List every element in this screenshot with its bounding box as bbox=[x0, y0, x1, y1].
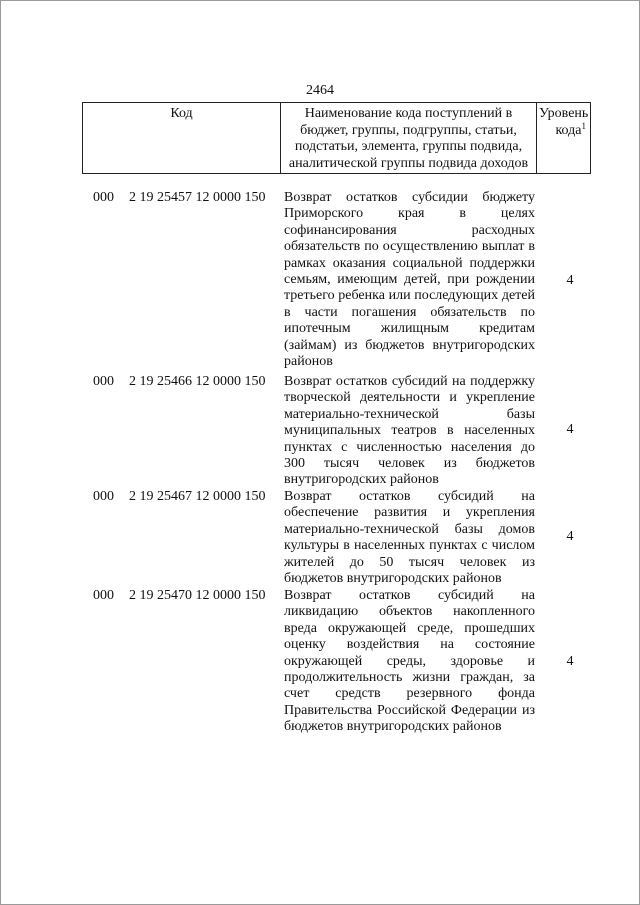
header-code: Код bbox=[82, 103, 280, 173]
revenue-name: Возврат остатков субсидий на ликвидацию объектов накопленного вреда окружающей среде, прошедших оценку воздействия на состояние окружающей среды, здоровье и продолжительность жизни граждан, за счет средств резервного фонда Правительства Российской Федерации из бюджетов внутригородских районов bbox=[284, 588, 535, 735]
revenue-name: Возврат остатков субсидий на обеспечение развития и укрепления материально-технической базы домов культуры в населенных пунктах с числом жителей до 50 тысяч человек из бюджетов внутригородских районов bbox=[284, 489, 535, 587]
revenue-name: Возврат остатков субсидии бюджету Приморского края в целях софинансирования расходных обязательств по осуществлению выплат в рамках оказания социальной поддержки семьям, имеющим детей, при рождении третьего ребенка или последующих детей в части погашения обязательств по ипотечным жилищным кредитам (займам) из бюджетов внутригородских районов bbox=[284, 190, 535, 370]
admin-code: 000 bbox=[93, 190, 114, 205]
admin-code: 000 bbox=[93, 374, 114, 389]
revenue-code: 2 19 25457 12 0000 150 bbox=[129, 190, 266, 205]
admin-code: 000 bbox=[93, 588, 114, 603]
header-level-label: Уровень кода bbox=[539, 106, 589, 138]
page-number: 2464 bbox=[306, 83, 334, 98]
code-level: 4 bbox=[566, 654, 574, 669]
header-level bbox=[536, 103, 591, 173]
code-level: 4 bbox=[566, 273, 574, 288]
revenue-name: Возврат остатков субсидий на поддержку творческой деятельности и укрепление материально-технической базы муниципальных театров в населенных пунктах с численностью населения до 300 тысяч человек из бюджетов внутригородских районов bbox=[284, 374, 535, 488]
table-header bbox=[82, 102, 591, 174]
header-name: Наименование кода поступлений в бюджет, группы, подгруппы, статьи, подстатьи, элемента, группы подвида, аналитической группы подвида доходов bbox=[280, 103, 536, 173]
header-level-footnote: 1 bbox=[581, 120, 586, 131]
revenue-code: 2 19 25466 12 0000 150 bbox=[129, 374, 266, 389]
admin-code: 000 bbox=[93, 489, 114, 504]
code-level: 4 bbox=[566, 529, 574, 544]
revenue-code: 2 19 25470 12 0000 150 bbox=[129, 588, 266, 603]
code-level: 4 bbox=[566, 422, 574, 437]
revenue-code: 2 19 25467 12 0000 150 bbox=[129, 489, 266, 504]
